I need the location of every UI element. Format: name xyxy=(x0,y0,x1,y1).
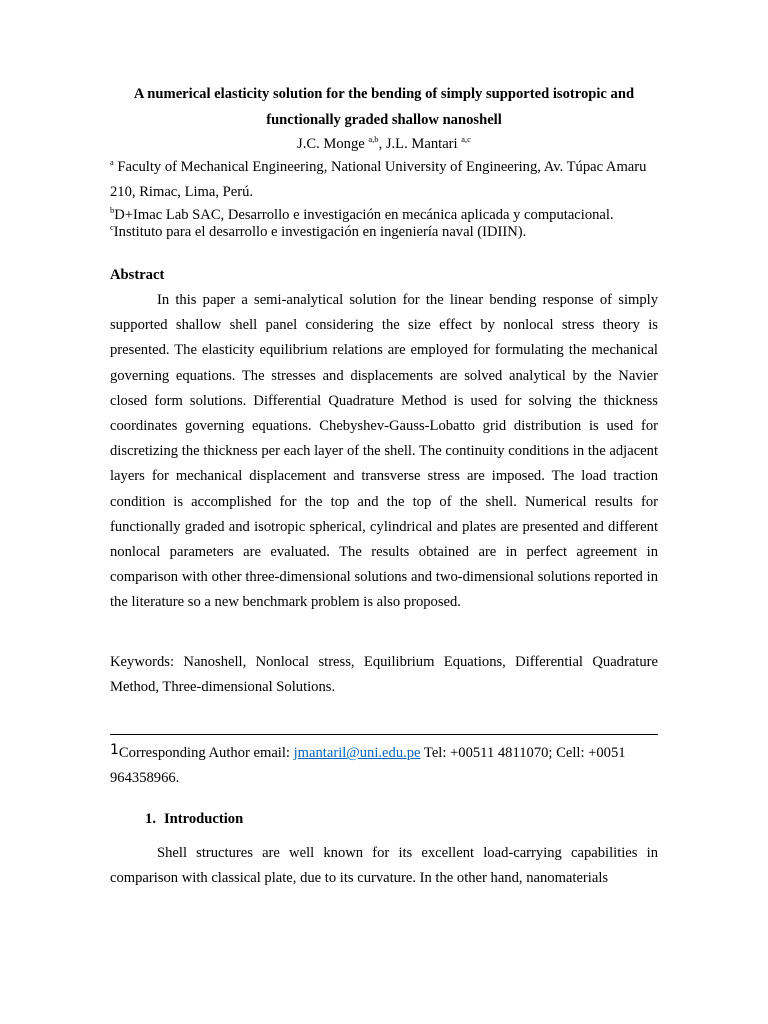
affiliation-mark: b xyxy=(110,205,115,215)
abstract-heading: Abstract xyxy=(110,267,165,283)
affiliation-b xyxy=(110,207,658,224)
keywords-paragraph: Keywords: Nanoshell, Nonlocal stress, Equilibrium Equations, Differential Quadrature Method, Three-dimensional Solutions. xyxy=(110,653,658,695)
section-number: 1. xyxy=(145,811,156,828)
section-heading-introduction xyxy=(110,807,658,832)
author-email-link[interactable]: jmantaril@uni.edu.pe xyxy=(293,745,421,762)
affiliation-text: Instituto para el desarrollo e investigación en ingeniería naval (IDIIN). xyxy=(113,224,527,240)
footnote-prefix: Corresponding Author email: xyxy=(118,745,294,762)
affiliation-c xyxy=(110,224,658,241)
footnote-contact: Tel: +00511 4811070; Cell: +0051 964358966. xyxy=(110,745,626,787)
affiliation-text: D+Imac Lab SAC, Desarrollo e investigación en mecánica aplicada y computacional. xyxy=(114,207,614,223)
author-line xyxy=(110,133,658,155)
affiliation-mark: a xyxy=(110,157,114,167)
section-title: Introduction xyxy=(164,811,244,828)
affiliation-a xyxy=(110,155,658,205)
footnote-mark: 1 xyxy=(110,742,119,759)
footnote-divider xyxy=(110,734,658,735)
author-affiliation-mark: a,b xyxy=(368,134,379,144)
corresponding-author-footnote xyxy=(110,741,658,791)
author-name: J.C. Monge xyxy=(297,136,365,152)
author-affiliation-mark: a,c xyxy=(461,134,471,144)
paper-title: A numerical elasticity solution for the bending of simply supported isotropic and functionally graded shallow nanoshell xyxy=(133,86,635,128)
affiliation-text: Faculty of Mechanical Engineering, National University of Engineering, Av. Túpac Amaru 210, Rimac, Lima, Perú. xyxy=(110,159,647,200)
author-separator: , xyxy=(378,136,386,152)
paper-page xyxy=(110,82,658,891)
introduction-body: Shell structures are well known for its excellent load-carrying capabilities in comparison with classical plate, due to its curvature. In the other hand, nanomaterials xyxy=(110,845,658,887)
abstract-body: In this paper a semi-analytical solution for the linear bending response of simply supported shallow shell panel considering the size effect by nonlocal stress theory is presented. The elasticity equilibrium relations are employed for formulating the mechanical governing equations. The stresses and displacements are solved analytical by the Navier closed form solutions. Differential Quadrature Method is used for solving the thickness coordinates governing equations. Chebyshev-Gauss-Lobatto grid distribution is used for discretizing the thickness per each layer of the shell. The continuity conditions in the adjacent layers for mechanical displacement and transverse stress are imposed. The load traction condition is accomplished for the top and the top of the shell. Numerical results for functionally graded and isotropic spherical, cylindrical and plates are presented and different nonlocal parameters are evaluated. The results obtained are in perfect agreement in comparison with other three-dimensional solutions and two-dimensional solutions reported in the literature so a new benchmark problem is also proposed. xyxy=(110,292,658,611)
affiliation-mark: c xyxy=(110,222,114,232)
author-name: J.L. Mantari xyxy=(385,136,458,152)
